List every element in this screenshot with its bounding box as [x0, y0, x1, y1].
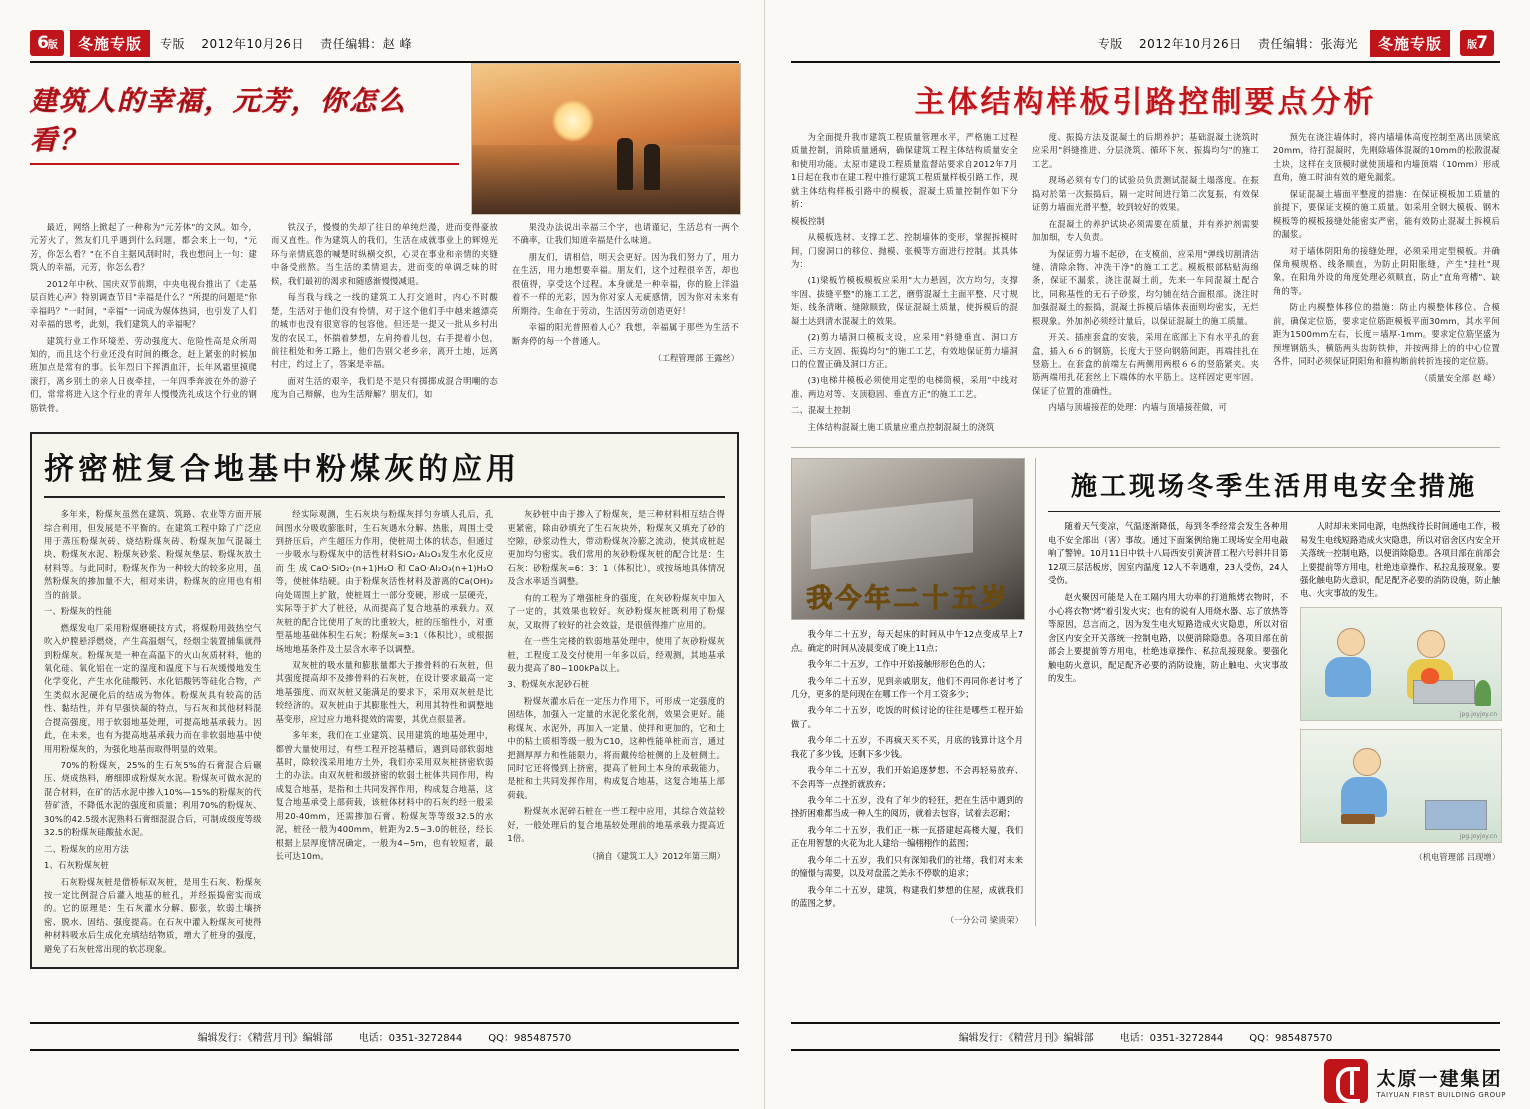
- sun-icon: [552, 100, 594, 142]
- paragraph: 有的工程为了增强桩身的强度，在灰砂粉煤灰中加入了一定的，其效果也较好。灰砂粉煤灰桩既利用了粉煤灰，又取得了较好的社会效益，是很值得推广应用的。: [507, 592, 726, 630]
- winter-power-text-col: [1048, 520, 1288, 863]
- safety-illustration-kitchen: [1300, 607, 1502, 721]
- paragraph: 最近，网络上掀起了一种称为"元芳体"的文风。如今，元芳火了，然友们几乎遇到什么问题，都会来上一句，"元芳，你怎么看？"在不自主据风刮时时，我也想问上一句：建筑人的幸福，元芳，你怎么看？: [30, 222, 257, 273]
- paragraph: (2)剪力墙洞口模板支设，应采用"斜缝垂直、洞口方正、三方支固、振捣均匀"的施工工艺，有效地保证剪力墙洞口的位置正确及洞口方正。: [791, 332, 1018, 369]
- section-rule: [44, 496, 725, 498]
- right-footer: [791, 1022, 1500, 1051]
- right-masthead: [791, 28, 1500, 63]
- footer-publisher: 编辑发行：《精营月刊》编辑部: [958, 1033, 1094, 1044]
- photo-caption-overlay: 我今年二十五岁: [806, 584, 1010, 615]
- paragraph: 一、粉煤灰的性能: [44, 606, 112, 617]
- paragraph: 我今年二十五岁，不再疯天买不买，月底的钱算计这个月我花了多少钱，还剩下多少钱。: [791, 735, 1023, 759]
- section-divider: [791, 447, 1500, 448]
- person-head: [1353, 748, 1381, 776]
- paragraph: 铁汉子，慢慢的失却了往日的单纯烂漫，进而变得豪放而又直性。作为建筑人的我们，生活在成就事业上的辉煌光环与亲情底怨的喊楚时纵横交织，心灵在事业和亲情的夹缝中备受煎熬。当生活的柔情退去，进而变的单调乏味的时候，我们最初的渴求和随感渐慢慢减退。: [271, 222, 498, 286]
- masthead-date: 2012年10月26日: [1139, 36, 1242, 51]
- paragraph: 3、粉煤灰水泥砂石桩: [507, 679, 590, 690]
- paragraph: 保证混凝土墙面平整度的措施：在保证模板加工质量的前提下，要保证支模的施工质量。如采用全钢大模板、钢木模板等的模板接缝处能密实严密，能有效防止混凝土拆模后的漏浆。: [1273, 188, 1500, 240]
- paragraph: (3)电梯井模板必须使用定型的电梯筒模，采用"中线对准、两边对等、支顶稳固、垂直方正"的施工工艺。: [791, 375, 1018, 399]
- stove-icon: [1413, 680, 1475, 704]
- paragraph: 在混凝土的养护试块必须需要在质量，并有养护剂需要加加细，专人负责。: [1032, 218, 1259, 243]
- paragraph: 燃煤发电厂采用粉煤磨硬技方式，将煤粉用鼓热空气吹入炉膛悬浮燃烧，产生高温烟气，经烟尘装置捕集就得到粉煤灰。粉煤灰是一种在高温下的火山灰质材料，他的氧化硅、氧化铝在一定的湿度和温度下与石灰缓慢地发生化学变化，产生水化硅酸钙、水化铝酸钙等硅化合物，产生类似水泥硬化后的结成为物体。粉煤灰具有较高的活性、黏结性，并有早强快凝的特点，与石灰和其他材料混合提高强度，用于软弱地基处理，可提高地基承载力。因此，在未来，也有为提高地基承载力而在非软弱地基中使用用粉煤灰的，为强化地基而取得明显的效果。: [44, 622, 262, 754]
- lower-block: [791, 458, 1500, 925]
- column-rule: [1035, 458, 1036, 925]
- article-structure-col2: [1032, 131, 1259, 437]
- paragraph: 多年来，我们在工业建筑、民用建筑的地基处理中，都曾大量使用过，有些工程开挖基槽后，遇到局部软弱地基时，除较浅采用地方土外，我们亦采用双灰桩挤密软弱土的办法。由双灰桩和级挤密的软弱土桩体共同作用，构成复合地基，是指和土共同发挥作用，构成复合地基，这复合地基承受上部荷载，该桩体材料中的石灰约经一般采用20-40mm，还需掺加石膏、粉煤灰等等级32.5的水泥，桩径一般为400mm，桩距为2.5~3.0的桩径，经长根据上层厚度情况确定，一般为4~5m，也有较短者，最长可达10m。: [275, 730, 494, 862]
- story-byline: （一分公司 梁贵荣）: [945, 914, 1023, 925]
- footer-qq: QQ：985487570: [488, 1033, 572, 1044]
- footer-qq: QQ：985487570: [1249, 1033, 1333, 1044]
- article-flyash-col1: [44, 508, 262, 959]
- paragraph: 灰砂桩中由于掺入了粉煤灰，是三种材料相互结合得更紧密，除由砂填充了生石灰块外，粉煤灰又填充了砂的空隙，砂浆动性大，带动粉煤灰冷膨之流动，使其成桩起更加均匀密实。我们常用的灰砂粉煤灰桩的配合比是：生石灰：砂粉煤灰=6：3：1（体积比），或按场地具体情况及含水率适当调整。: [507, 509, 726, 587]
- paragraph: 在一些生完楼的软弱地基处理中，使用了灰砂粉煤灰桩，工程度工及交付使用一年多以后，经观测，其地基承载力提高了80~100kPa以上。: [507, 636, 726, 673]
- article-happiness: [30, 63, 739, 418]
- article-flyash: [30, 432, 739, 969]
- plant-icon: [1475, 680, 1491, 706]
- masthead-meta: [1098, 35, 1370, 52]
- paragraph: 开关、插座套盒的安装，采用在底部上下有水平孔的套盒，插入６６的钢筋，长度大于竖向钢筋间距，再端挂扎在竖筋上。在套盒的前端左右两侧用两根６６的竖筋紧夹。夹筋两端用扎花套丝上下端体的水平筋上。这样固定更牢固。保证了位置的准确性。: [1032, 332, 1259, 396]
- article-flyash-col3: [507, 508, 725, 959]
- sea-band: [472, 145, 740, 214]
- illustration-byline: （机电管理部 吕现增）: [1414, 851, 1500, 862]
- article-flyash-col2: [276, 508, 494, 959]
- article-flyash-headline: 挤密桩复合地基中粉煤灰的应用: [44, 452, 520, 488]
- photo-shape: [811, 499, 973, 570]
- paragraph: 度、振捣方法及混凝土的后期养护；基础混凝土浇筑时应采用"斜缝推进、分层浇筑、循环下灰、振捣均匀"的施工工艺。: [1032, 132, 1259, 169]
- article-happiness-headline: 建筑人的幸福，元芳，你怎么看？: [30, 86, 407, 156]
- article-happiness-col2: [271, 221, 498, 418]
- tool-icon: [1341, 814, 1375, 824]
- right-page: [765, 0, 1530, 1109]
- paragraph: 我今年二十五岁，建筑，构建我们梦想的住屋，成就我们的蓝图之梦。: [791, 884, 1023, 909]
- paragraph: 果没办法说出幸福三个字，也请谨记，生活总有一两个不确率，让我们知道幸福是什么味道。: [512, 222, 739, 246]
- page-number-badge: 版 7: [1460, 30, 1494, 56]
- paragraph: 现场必须有专门的试验员负责测试混凝土塌落度。在振捣对於第一次振捣后，隔一定时间进行第二次复振，有效保证剪力墙面光滑平整，较到较好的效果。: [1032, 175, 1259, 213]
- person-body: [1325, 657, 1371, 697]
- article-winter-power-headline: 施工现场冬季生活用电安全措施: [1070, 472, 1477, 503]
- illustration-watermark: jpg.joyjoy.cn: [1459, 832, 1497, 840]
- paragraph: 二、混凝土控制: [791, 405, 851, 416]
- masthead-section: 专版: [1097, 36, 1123, 51]
- paragraph: 防止内模整体移位的措施：防止内模整体移位、合模前，确保定位筋，要求定位筋距模板平面30mm，其水平间距为1500mm左右，长度＝墙厚-1mm。要求定位筋坚盛为预埋钢筋头，横筋两头齿防铁伸，并按两排上的的中心位置各件，同时必须保证阴阳角和箍构断前转折连接的定位筋。: [1273, 302, 1500, 366]
- winter-power-illustrations: [1300, 520, 1500, 863]
- headline-rule: [30, 163, 459, 165]
- paragraph: 内墙与顶墙接茬的处理：内墙与顶墙接茬做，可: [1048, 402, 1228, 413]
- paragraph: 为保证剪力墙不起砂，在支模前，应采用"弹线切割清洁缝、清除余物、冲洗干净"的施工工艺。模板根部粘贴海绵条，保证不漏浆，浇注混凝土前，先来一车同混凝土配合比，同称基性的无石子砂浆，均匀铺在结合面根部。浇注时加强混凝土的振捣，混凝土拆模后墙体表面则均密实，无烂根现象。外加剂必须经计量后，以保证混凝土的施工质量。: [1032, 248, 1259, 326]
- paragraph: 主体结构混凝土施工质量应重点控制混凝土的浇筑: [807, 421, 995, 432]
- article-happiness-col1: [30, 221, 257, 418]
- beach-photo: [471, 63, 739, 215]
- logo-name-cn: 太原一建集团: [1376, 1067, 1503, 1090]
- figure-silhouette: [644, 144, 660, 190]
- article-winter-power: [1048, 458, 1500, 925]
- masthead-editor: 责任编辑：张海光: [1257, 36, 1358, 51]
- logo-mark-icon: [1324, 1059, 1368, 1103]
- paragraph: 二、粉煤灰的应用方法: [44, 843, 129, 854]
- illustration-watermark: jpg.joyjoy.cn: [1459, 710, 1497, 718]
- paragraph: 我今年二十五岁，我们正一栋一瓦搭建起高楼大厦，我们正在用智慧的火花为北人建给一编栩栩作的蓝图；: [791, 824, 1023, 849]
- paragraph: 预先在浇注墙体时，将内墙墙体高度控制至离出顶梁底20mm，待打混凝时，先刚除墙体混凝的10mm的松散混凝土块，这样在支顶模时就使顶墙和内墙顶端（10mm）形成直角，施工时油有效的避免漏浆。: [1273, 132, 1500, 183]
- masthead-date: 2012年10月26日: [201, 36, 304, 51]
- article-happiness-col3: [512, 221, 739, 418]
- flame-icon: [1421, 668, 1439, 684]
- paragraph: 人时却未来同电源，电热线待长时间通电工作，极易发生电线短路造成火灾隐患，所以对宿舍区内安全开关落统一控制电路，以便消除隐患。各项目部在前部会上要提前等方用电，杜绝违章操作、私拉乱接现象。要强化触电防火意识，配足配齐必要的消防设施，防止触电、火灾事故的发生。: [1300, 521, 1500, 599]
- paragraph: 我今年二十五岁，我们开始追逐梦想、不会再轻易放弃、不会再等一点挫折就放弃；: [791, 765, 1023, 789]
- safety-illustration-wiring: [1300, 729, 1502, 843]
- paragraph: 经实际观测，生石灰块与粉煤灰拌匀夯填人孔后，孔间图水分吸收膨胀时，生石灰遇水分解、热胀，周围土受到挤压后，产生超压力作用，使桩周土体的状态，但通过一步吸水与粉煤灰中的活性材料SiO₂·Al₂O₃发生水化反应而生成CaO·SiO₂·(n+1)H₂O和CaO·Al₂O₃(n+1)H₂O等，使桩体结硬。由于粉煤灰活性材料及游离的Ca(OH)₂向处周围上扩散，使桩周土一部分变硬，形成一层硬壳，实际等于扩大了桩径，从而提高了复合地基的承载力。双灰桩的配合比使用了灰的比重较大，桩的压缩性小，对重型基地基础体积生石灰；粉煤灰=3:1（体积比），或根据场地地基条件及土层含水率予以调整。: [275, 509, 494, 654]
- paragraph: 2012年中秋、国庆双节前期，中央电视台推出了《走基层百姓心声》特别调查节目"幸福是什么？"所提的问题是"你幸福吗？"一时间，"幸福"一词成为媒体热词，也引发了人们对幸福的思考，此刻，我们建筑人的幸福呢？: [30, 278, 257, 330]
- paragraph: 我今年二十五岁，每天起床的时间从中午12点变成早上7点。确定的时间从凌晨变成了晚上11点；: [791, 629, 1023, 653]
- left-masthead: [30, 28, 739, 63]
- paragraph: 70%的粉煤灰，25%的生石灰5%的石膏混合后碾压、烧成热料，磨细即成粉煤灰水泥。粉煤灰可做水泥的混合材料，在矿的活水泥中掺入10%—15%的粉煤灰的代替矿渣，不降低水泥的强度和质量；利用70%的粉煤灰、30%的42.5级水泥熟料石膏细混混合后，可制成级度等级32.5的粉煤灰硅酸盐水泥。: [44, 760, 262, 838]
- paragraph: 从模板选材、支撑工艺、控制墙体的变形，掌握拆模时间，门窗洞口的移位、抛模、张模等方面进行控制。其具体为：: [791, 232, 1018, 269]
- masthead-section: 专版: [160, 36, 186, 51]
- footer-phone: 电话：0351-3272844: [1119, 1033, 1224, 1044]
- paragraph: 建筑行业工作环境差、劳动强度大、危险性高是众所周知的，而且这个行业还没有时间的概念，赶上紧张的时候加班加点是常有的事。长年烈日下挥洒血汗，长年风霜里摸爬滚打，离乡别土的亲人日夜牵挂，一年四季奔波在外的游子们，常常将进入这个行业的青年人慢慢洗礼成这个行业的钢筋铁骨。: [30, 335, 257, 413]
- footer-phone: 电话：0351-3272844: [358, 1033, 463, 1044]
- paragraph: 赵火聚因可能是人在工隔内用大功率的打道熊烤衣物时，不小心将衣物"烤"着引发火灾；也有的说有人用烧水器、忘了放热等等原因，总言而之，因为发生电火短路造成火灾隐患，所以对宿舍区内安全开关落统一控制电路，以便消除隐患。各项目部在前部会上要提前等方用电，杜绝违章操作、私拉乱接现象。要强化触电防火意识，配足配齐必要的消防设施，防止触电、火灾事故的发生。: [1048, 592, 1288, 683]
- paragraph: (1)梁板竹模板模板应采用"大力悬固，次方均匀，支撑牢固、拔缝平整"的施工工艺，磨剪混凝土主面平整、尺寸规矩、线条清晰、缝隙顺致，保证混凝土质量，使拆模后的混凝土达到清水混凝土的效果。: [791, 275, 1018, 326]
- paragraph: 石灰粉煤灰桩是借桥标双灰桩，是用生石灰、粉煤灰按一定比例混合后灌入地基的桩孔，并经振捣密实而成的。它的原理是：生石灰灌水分解、膨张，软弱土壤挤密、脱水、固结、强度提高。在石灰中灌入粉煤灰可使得种材料吸水后生成化充填结结物质，增大了桩身的强度，避免了石灰桩常出现的软芯现象。: [44, 876, 262, 954]
- construction-bw-photo: [791, 458, 1025, 620]
- paragraph: 多年来，粉煤灰虽然在建筑、筑路、农业等方面开展综合利用，但发展是不平衡的。在建筑工程中除了广泛应用于蒸压粉煤灰砖、烧结粉煤灰砖、粉煤灰加气混凝土块、粉煤灰水泥、粉煤灰砂浆、粉煤灰垫层、粉煤灰放土材料等。与此同时，粉煤灰作为一种较大的较多应用，虽然粉煤灰的掺加量不大，相对来讲，粉煤灰的应用也有相当的前景。: [44, 509, 262, 600]
- paragraph: 随着天气变凉，气温逐渐降低，每到冬季经常会发生各种用电不安全部出（害）事故。通过下面案例给施工现场安全用电敲响了警钟。10月11日中铁十八局西安引黄济晋工程六号斜井目第12项三层活板房，因室内温度 12人不幸遇难，23人受伤，24人受伤。: [1048, 521, 1288, 585]
- person-head: [1337, 628, 1365, 656]
- person-body: [1341, 777, 1387, 817]
- paragraph: 我今年二十五岁，工作中开始接触形形色色的人；: [807, 659, 991, 670]
- left-footer: [30, 1022, 739, 1051]
- bw-photo-block: [791, 458, 1023, 925]
- paragraph: 我今年二十五岁，我们只有深知我们的社绪，我们对末来的憧憬与需要，以及对盘蓝之美永不停歇的追求；: [791, 854, 1023, 879]
- article-structure-byline: （质量安全部 赵 峰）: [1420, 373, 1500, 384]
- paragraph: 粉煤灰水泥碎石桩在一些工程中应用，其综合效益较好，一般处理后的复合地基较处理前的地基承载力提高近1倍。: [507, 806, 726, 844]
- paragraph: 1、石灰粉煤灰桩: [44, 860, 109, 871]
- person-head: [1417, 630, 1445, 658]
- article-structure: [791, 77, 1500, 437]
- masthead-meta: [160, 35, 424, 52]
- article-flyash-source: （摘自《建筑工人》2012年第三期）: [587, 850, 726, 861]
- paragraph: 我今年二十五岁，吃饭的时候讨论的往往是哪些工程开始做了。: [791, 705, 1023, 729]
- special-section-tag: 冬施专版: [1370, 30, 1450, 57]
- masthead-editor: 责任编辑：赵 峰: [320, 36, 413, 51]
- article-structure-headline: 主体结构样板引路控制要点分析: [914, 85, 1377, 120]
- paragraph: 对于墙体阴阳角的接缝处理，必须采用定型模板。并确保角模规格、线条顺直，为防止阴阳胀缝，产生"挂杜"现象，在阳角外设的角度处理必须顺直，防止"直角弯槽"、缺角的等。: [1273, 245, 1500, 296]
- page-number-badge: 6 版: [30, 30, 64, 56]
- figure-silhouette: [617, 138, 633, 190]
- article-structure-col1: [791, 131, 1018, 437]
- paragraph: 粉煤灰灌水后在一定压力作用下，可形成一定强度的固结体，加强入一定量的水泥化浆化剂，效果会更好。能称煤灰、水泥外，再加入一定量、使拌和更加的，它和土中的粘土质相等级一般为C10，这种性能单桩而言，通过把测厚厚力和性能限力，将而戴传给桩侧的上及桩侧土。同时它还将慢到上挤密，提高了桩间土本身的承载能力，是桩和土共同发挥作用，构成复合地基，这复合地基上部荷载。: [507, 695, 726, 800]
- paragraph: 我今年二十五岁，见到亲戚朋友，他们不再同你老讨考了几分，更多的是问现在在哪工作一个月工资多少；: [791, 675, 1023, 699]
- paragraph: 双灰桩的吸水量和膨胀量都大于掺骨料的石灰桩，但其强度提高却不及掺骨料的石灰桩，在设计要求最高一定地基强度、而双灰桩又能满足的要求下，采用双灰桩是比较经济的。双灰桩由于其膨胀性大，利用其特性和调整地基变形，应过应力地料提效的需要，其优点很显著。: [275, 659, 494, 724]
- paragraph: 每当我与线之一线的建筑工人打交道时，内心不时酸楚，生活对于他们没有怜情，对于这个他们手中越来越漂亮的城市也没有很宽容的包容他。但还是一提又一批从乡村出发的农民工，怀揣着梦想，左肩挎着儿包，右手提着小包，前往租处和务工路上，他们告别父老乡亲，离开土地，远离村庄，约过上了，答案是幸福。: [271, 292, 498, 370]
- footer-publisher: 编辑发行：《精营月刊》编辑部: [197, 1033, 333, 1044]
- appliance-icon: [1425, 800, 1487, 830]
- company-logo: [1324, 1059, 1506, 1103]
- special-section-tag: 冬施专版: [70, 30, 150, 57]
- logo-name-en: TAIYUAN FIRST BUILDING GROUP: [1376, 1090, 1506, 1099]
- paragraph: 幸福的阳光普照着人心？我想，幸福属于那些为生活不断奔停的每一个普通人。: [512, 322, 739, 346]
- paragraph: 模板控制: [791, 215, 825, 226]
- paragraph: 我今年二十五岁，没有了年少的轻狂，把在生活中遇到的挫折困难都当成一种人生的阅历，就着去包容，试着去忍耐；: [791, 795, 1023, 819]
- paragraph: 为全面提升我市建筑工程质量管理水平，严格施工过程质量控制，消除质量通病，确保建筑工程主体结构质量安全和使用功能。太原市建设工程质量监督站要求自2012年7月1日起在我市在建工程中推行建筑工程质量样板引路工作，现就主体结构样板引路中的模板，混凝土质量控制作如下分析：: [791, 132, 1018, 210]
- section-rule: [1048, 511, 1500, 512]
- paragraph: 朋友们，请相信，明天会更好。因为我们努力了，用力在生活，用力地想要幸福。朋友们，这个过程很辛苦，却也很值得，享受这个过程。本身就是一种幸福，你的脸上洋溢着不一样的光彩，因为你对家人无疵感情，因为你对未来有所期待。生命在于劳动，生活因劳动创造更好！: [512, 251, 739, 316]
- article-happiness-byline: （工程管理部 王露丝）: [653, 352, 739, 363]
- paragraph: 面对生活的艰辛，我们是不是只有掷掷成混合明嘲的态度为自己辩解，也为生活辩解？朋友们，如: [271, 375, 498, 400]
- article-structure-col3: [1273, 131, 1500, 437]
